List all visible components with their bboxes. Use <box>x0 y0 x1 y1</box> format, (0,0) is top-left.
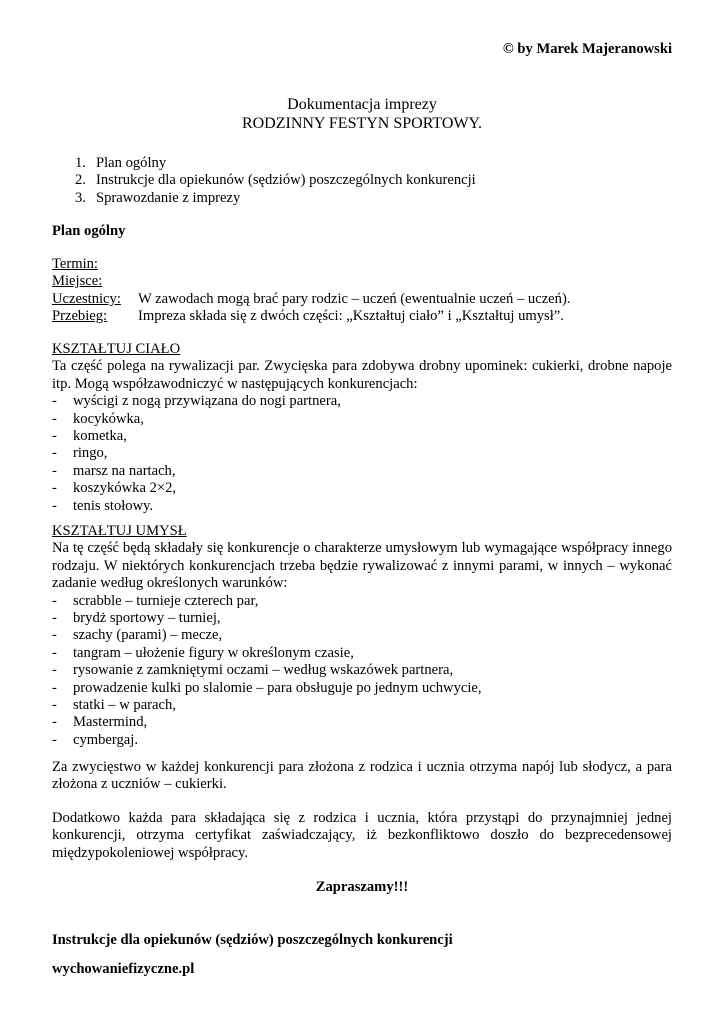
list-item: - tangram – ułożenie figury w określonym czasie, <box>52 644 354 661</box>
paragraph-prizes: Za zwycięstwo w każdej konkurencji para złożona z rodzica i ucznia otrzyma napój lub słodycz, a para złożona z uczniów – cukierki. <box>52 759 672 793</box>
body-section-intro: Ta część polega na rywalizacji par. Zwycięska para zdobywa drobny upominek: cukierki, drobne napoje itp. Mogą współzawodniczyć w następujących konkurencjach: <box>52 358 672 392</box>
invite-text: Zapraszamy!!! <box>315 879 409 895</box>
toc-item: 2. Instrukcje dla opiekunów (sędziów) poszczególnych konkurencji <box>75 172 476 189</box>
list-item: - wyścigi z nogą przywiązana do nogi partnera, <box>52 393 341 410</box>
list-item: - kocykówka, <box>52 410 144 427</box>
copyright-line: © by Marek Majeranowski <box>502 41 672 57</box>
field-miejsce: Miejsce: <box>52 273 103 290</box>
body-section-heading: KSZTAŁTUJ CIAŁO <box>52 341 181 357</box>
list-item: - rysowanie z zamkniętymi oczami – według wskazówek partnera, <box>52 662 454 679</box>
title-line-1: Dokumentacja imprezy <box>287 96 437 113</box>
list-item: - koszykówka 2×2, <box>52 480 177 497</box>
list-item: - tenis stołowy. <box>52 497 154 514</box>
list-item: - prowadzenie kulki po slalomie – para obsługuje po jednym uchwycie, <box>52 679 482 696</box>
list-item: - cymbergaj. <box>52 731 138 748</box>
body-section <box>52 341 672 515</box>
list-item: - scrabble – turnieje czterech par, <box>52 592 259 609</box>
plan-heading: Plan ogólny <box>52 223 126 239</box>
document-title <box>0 95 724 133</box>
list-item: - ringo, <box>52 445 108 462</box>
table-of-contents <box>75 155 476 207</box>
list-item: - statki – w parach, <box>52 697 176 714</box>
mind-section-intro: Na tę część będą składały się konkurencje o charakterze umysłowym lub wymagające współpracy innego rodzaju. W niektórych konkurencjach trzeba będzie rywalizować z innymi parami, w innych – wykonać zadanie według określonych warunków: <box>52 540 672 592</box>
instructions-heading: Instrukcje dla opiekunów (sędziów) poszczególnych konkurencji <box>52 932 453 948</box>
field-uczestnicy: Uczestnicy: W zawodach mogą brać pary rodzic – uczeń (ewentualnie uczeń – uczeń). <box>52 290 571 307</box>
list-item: - Mastermind, <box>52 714 148 731</box>
paragraph-certificate: Dodatkowo każda para składająca się z rodzica i ucznia, która przystąpi do przynajmniej jednej konkurencji, otrzyma certyfikat zaświadczający, iż bezkonfliktowo doszło do bezprecedensowej międzypokoleniowej współpracy. <box>52 810 672 861</box>
toc-item: 1. Plan ogólny <box>75 155 167 171</box>
list-item: - brydż sportowy – turniej, <box>52 610 221 627</box>
field-przebieg: Przebieg: Impreza składa się z dwóch części: „Kształtuj ciało” i „Kształtuj umysł”. <box>52 308 564 325</box>
field-termin: Termin: <box>52 256 98 272</box>
title-line-2: RODZINNY FESTYN SPORTOWY. <box>241 115 483 132</box>
mind-section-heading: KSZTAŁTUJ UMYSŁ <box>52 523 187 539</box>
list-item: - marsz na nartach, <box>52 462 176 479</box>
event-fields <box>52 256 570 326</box>
list-item: - szachy (parami) – mecze, <box>52 627 223 644</box>
toc-item: 3. Sprawozdanie z imprezy <box>75 189 241 206</box>
list-item: - kometka, <box>52 428 127 445</box>
footer-site: wychowaniefizyczne.pl <box>52 961 195 977</box>
mind-section <box>52 523 672 749</box>
